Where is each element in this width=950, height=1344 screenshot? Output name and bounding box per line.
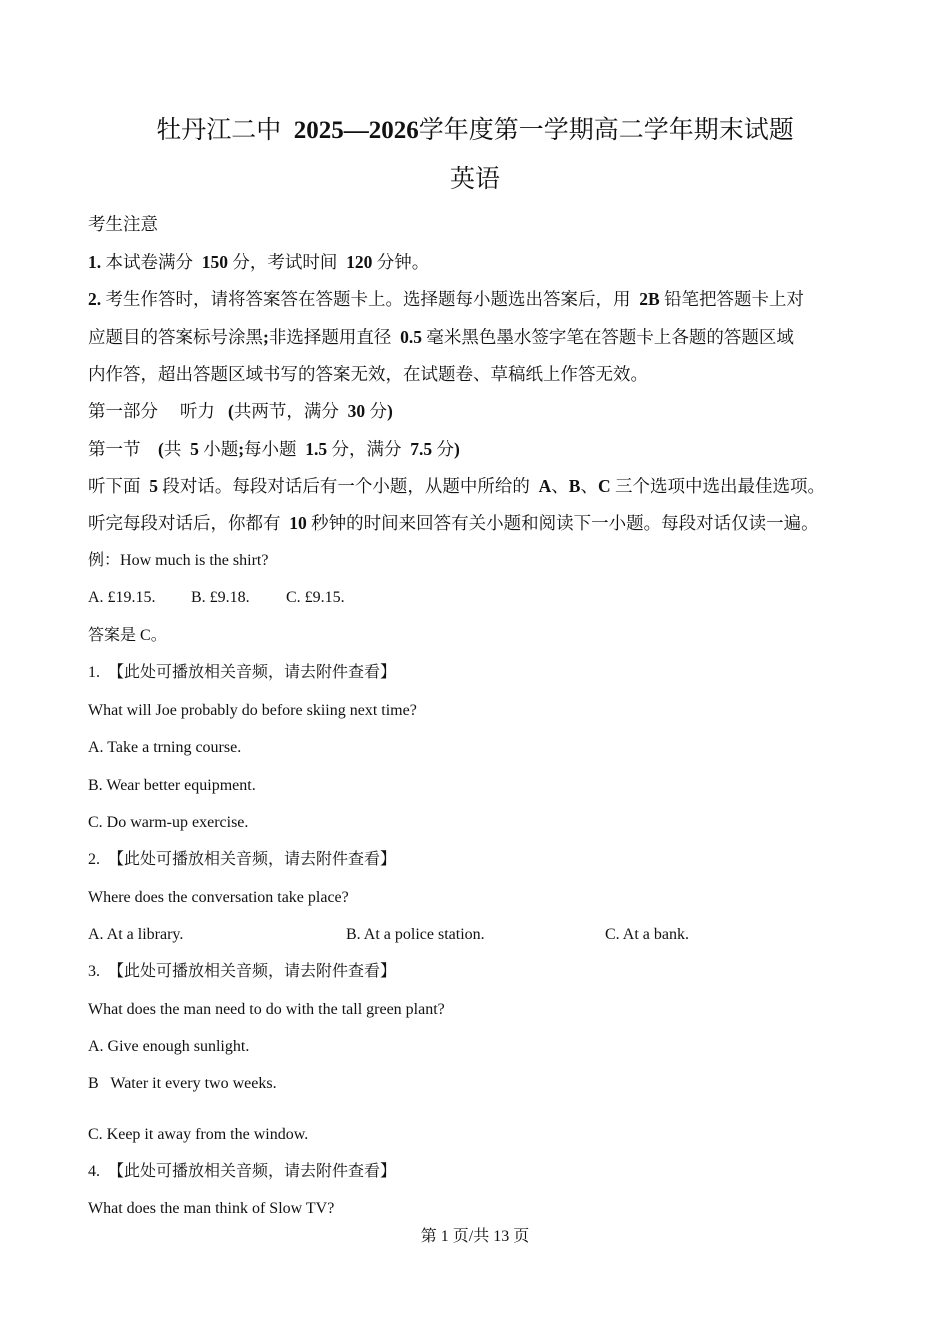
instructions-line-2 bbox=[88, 511, 819, 535]
question-3-audio bbox=[88, 960, 396, 984]
option-letter: C bbox=[597, 476, 611, 496]
notice-text: 铅笔把答题卡上对 bbox=[664, 289, 805, 309]
instruction-punct: 、 bbox=[580, 476, 598, 496]
question-4-audio bbox=[88, 1160, 396, 1184]
notice-item-2-line-2 bbox=[88, 325, 794, 349]
question-2-option-c: C. At a bank. bbox=[605, 926, 689, 943]
paren: ( bbox=[158, 439, 164, 459]
part-name: 听力 bbox=[179, 401, 215, 421]
question-1-option-b: B. Wear better equipment. bbox=[88, 777, 256, 794]
title-years: 2025—2026 bbox=[293, 117, 419, 144]
example-question bbox=[88, 549, 268, 573]
notice-item-2-line-1 bbox=[88, 287, 804, 311]
instruction-text: 三个选项中选出最佳选项。 bbox=[614, 476, 825, 496]
footer-text: 页 bbox=[513, 1228, 530, 1245]
question-3-text: What does the man need to do with the tall green plant? bbox=[88, 1001, 445, 1018]
notice-text: 考生作答时，请将答案答在答题卡上。选择题每小题选出答案后，用 bbox=[105, 289, 631, 309]
pencil-grade: 2B bbox=[639, 289, 660, 309]
question-count: 5 bbox=[190, 439, 199, 459]
answer-label: 答案是 bbox=[88, 627, 137, 644]
seconds: 10 bbox=[289, 513, 307, 533]
question-3-option-a: A. Give enough sunlight. bbox=[88, 1038, 250, 1055]
question-1-option-c: C. Do warm-up exercise. bbox=[88, 814, 249, 831]
option-letter: B bbox=[568, 476, 581, 496]
part-one-heading bbox=[88, 399, 393, 423]
item-number: 1. bbox=[88, 252, 102, 272]
section-text: 小题 bbox=[203, 439, 239, 459]
section-label: 第一节 bbox=[88, 439, 141, 459]
item-number: 2. bbox=[88, 289, 102, 309]
instruction-text: 听下面 bbox=[88, 476, 141, 496]
question-2-text: Where does the conversation take place? bbox=[88, 889, 349, 906]
exam-time: 120 bbox=[346, 252, 373, 272]
exam-title bbox=[0, 115, 950, 147]
pen-diameter: 0.5 bbox=[400, 327, 422, 347]
notice-punct: ; bbox=[263, 327, 269, 347]
example-answer bbox=[88, 624, 167, 648]
page-footer bbox=[0, 1226, 950, 1248]
section-text: 分，满分 bbox=[331, 439, 402, 459]
each-score: 1.5 bbox=[305, 439, 328, 459]
question-1-audio bbox=[88, 661, 396, 685]
part-label: 第一部分 bbox=[88, 401, 158, 421]
question-3-option-c: C. Keep it away from the window. bbox=[88, 1126, 309, 1143]
question-number: 3. bbox=[88, 963, 100, 980]
full-score: 150 bbox=[201, 252, 228, 272]
section-text: 每小题 bbox=[244, 439, 297, 459]
current-page: 1 bbox=[440, 1228, 449, 1245]
notice-text: 本试卷满分 bbox=[105, 252, 193, 272]
question-number: 2. bbox=[88, 851, 100, 868]
instruction-text: 段对话。每段对话后有一个小题，从题中所给的 bbox=[162, 476, 530, 496]
notice-text: 应题目的答案标号涂黑 bbox=[88, 327, 263, 347]
paren: ( bbox=[228, 401, 234, 421]
audio-note: 【此处可播放相关音频，请去附件查看】 bbox=[108, 1163, 397, 1180]
footer-text: 第 bbox=[420, 1228, 437, 1245]
section-total: 7.5 bbox=[410, 439, 433, 459]
paren: ) bbox=[454, 439, 460, 459]
paren: ) bbox=[386, 401, 393, 421]
answer-punct: 。 bbox=[150, 627, 167, 644]
section-text: 分 bbox=[436, 439, 455, 459]
notice-text: 分钟。 bbox=[376, 252, 430, 272]
example-option-a: A. £19.15. bbox=[88, 589, 156, 606]
footer-text: 页/共 bbox=[452, 1228, 490, 1245]
dialogue-count: 5 bbox=[149, 476, 158, 496]
total-pages: 13 bbox=[493, 1228, 510, 1245]
instructions-line-1 bbox=[88, 474, 825, 498]
example-label: 例： bbox=[88, 552, 121, 569]
section-punct: ; bbox=[238, 439, 245, 459]
example-option-b: B. £9.18. bbox=[191, 589, 250, 606]
part-text: 分 bbox=[369, 401, 387, 421]
notice-item-1 bbox=[88, 250, 429, 274]
option-letter: A bbox=[538, 476, 552, 496]
question-2-option-b: B. At a police station. bbox=[346, 926, 485, 943]
instruction-punct: 、 bbox=[551, 476, 569, 496]
question-number: 1. bbox=[88, 664, 100, 681]
question-1-option-a: A. Take a trning course. bbox=[88, 739, 242, 756]
audio-note: 【此处可播放相关音频，请去附件查看】 bbox=[108, 664, 397, 681]
notice-text: 分，考试时间 bbox=[232, 252, 338, 272]
part-score: 30 bbox=[347, 401, 366, 421]
example-option-c: C. £9.15. bbox=[286, 589, 345, 606]
title-school: 牡丹江二中 bbox=[156, 117, 282, 144]
exam-subject: 英语 bbox=[449, 166, 500, 193]
section-text: 共 bbox=[163, 439, 182, 459]
question-number: 4. bbox=[88, 1163, 100, 1180]
question-2-option-a: A. At a library. bbox=[88, 926, 184, 943]
answer-letter: C bbox=[140, 627, 151, 644]
notice-heading: 考生注意 bbox=[88, 214, 158, 234]
question-4-text: What does the man think of Slow TV? bbox=[88, 1200, 335, 1217]
audio-note: 【此处可播放相关音频，请去附件查看】 bbox=[108, 963, 397, 980]
question-3-option-b: B Water it every two weeks. bbox=[88, 1075, 277, 1092]
notice-text: 毫米黑色墨水签字笔在答题卡上各题的答题区域 bbox=[426, 327, 794, 347]
notice-text: 非选择题用直径 bbox=[268, 327, 392, 347]
instruction-text: 秒钟的时间来回答有关小题和阅读下一小题。每段对话仅读一遍。 bbox=[311, 513, 819, 533]
audio-note: 【此处可播放相关音频，请去附件查看】 bbox=[108, 851, 397, 868]
title-suffix: 学年度第一学期高二学年期末试题 bbox=[418, 117, 794, 144]
section-one-heading bbox=[88, 437, 460, 461]
instruction-text: 听完每段对话后，你都有 bbox=[88, 513, 281, 533]
part-text: 共两节，满分 bbox=[233, 401, 339, 421]
example-question-text: How much is the shirt? bbox=[120, 552, 269, 569]
question-1-text: What will Joe probably do before skiing next time? bbox=[88, 702, 417, 719]
notice-item-2-line-3: 内作答，超出答题区域书写的答案无效，在试题卷、草稿纸上作答无效。 bbox=[88, 364, 648, 384]
question-2-audio bbox=[88, 848, 396, 872]
